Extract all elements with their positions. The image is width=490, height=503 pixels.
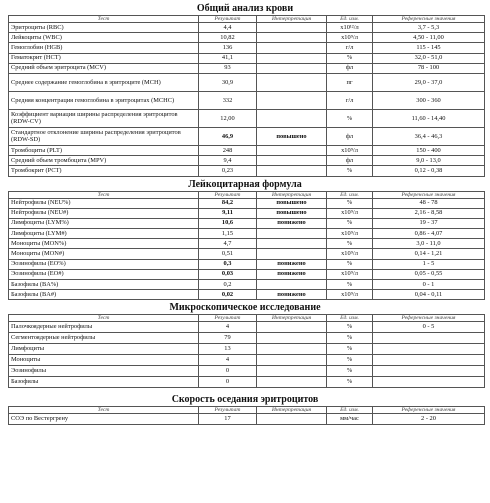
interpretation-cell xyxy=(257,63,327,73)
test-name-cell: Среднее содержание гемоглобина в эритроците (MCH) xyxy=(9,73,199,91)
col-interp: Интерпретация xyxy=(257,16,327,23)
table-row xyxy=(9,73,485,91)
unit-cell: мм/час xyxy=(327,414,373,424)
interpretation-cell xyxy=(257,414,327,424)
result-cell: 93 xyxy=(199,63,257,73)
interpretation-cell xyxy=(257,109,327,127)
table-row xyxy=(9,333,485,344)
unit-cell: x10¹²/л xyxy=(327,23,373,33)
test-name-cell: Средний объем тромбоцита (MPV) xyxy=(9,156,199,166)
reference-cell: 2 - 20 xyxy=(373,414,485,424)
result-cell: 46,9 xyxy=(199,127,257,145)
col-test: Тест xyxy=(9,16,199,23)
section-title-esr: Скорость оседания эритроцитов xyxy=(171,394,319,406)
col-test: Тест xyxy=(9,315,199,322)
unit-cell: г/л xyxy=(327,43,373,53)
interpretation-cell xyxy=(257,33,327,43)
result-cell: 0,02 xyxy=(199,290,257,300)
interpretation-cell xyxy=(257,73,327,91)
col-result: Результат xyxy=(199,191,257,198)
table-row xyxy=(9,366,485,377)
table-row xyxy=(9,344,485,355)
interpretation-cell xyxy=(257,322,327,333)
unit-cell: x10⁹/л xyxy=(327,208,373,218)
reference-cell: 115 - 145 xyxy=(373,43,485,53)
col-unit: Ед. изм. xyxy=(327,16,373,23)
col-result: Результат xyxy=(199,16,257,23)
test-name-cell: Тромбоциты (PLT) xyxy=(9,145,199,155)
result-cell: 10,6 xyxy=(199,218,257,228)
result-cell: 4,7 xyxy=(199,239,257,249)
col-interp: Интерпретация xyxy=(257,315,327,322)
interpretation-cell xyxy=(257,43,327,53)
reference-cell: 19 - 37 xyxy=(373,218,485,228)
result-cell: 4 xyxy=(199,322,257,333)
col-test: Тест xyxy=(9,191,199,198)
test-name-cell: Палочкоядерные нейтрофилы xyxy=(9,322,199,333)
test-name-cell: Сегментоядерные нейтрофилы xyxy=(9,333,199,344)
reference-cell: 0,12 - 0,38 xyxy=(373,166,485,176)
col-ref: Референсные значения xyxy=(373,315,485,322)
reference-cell: 0,05 - 0,55 xyxy=(373,269,485,279)
unit-cell: % xyxy=(327,259,373,269)
table-row xyxy=(9,414,485,424)
reference-cell: 78 - 100 xyxy=(373,63,485,73)
result-cell: 0,51 xyxy=(199,249,257,259)
interpretation-cell xyxy=(257,53,327,63)
unit-cell: % xyxy=(327,53,373,63)
interpretation-cell: понижено xyxy=(257,259,327,269)
interpretation-cell: понижено xyxy=(257,218,327,228)
reference-cell xyxy=(373,377,485,388)
col-interp: Интерпретация xyxy=(257,191,327,198)
result-cell: 4,4 xyxy=(199,23,257,33)
table-row xyxy=(9,280,485,290)
table-row xyxy=(9,355,485,366)
table-row xyxy=(9,63,485,73)
unit-cell: % xyxy=(327,239,373,249)
test-name-cell: Базофилы xyxy=(9,377,199,388)
unit-cell: % xyxy=(327,218,373,228)
reference-cell: 0,14 - 1,21 xyxy=(373,249,485,259)
reference-cell: 29,0 - 37,0 xyxy=(373,73,485,91)
table-header xyxy=(9,16,485,23)
interpretation-cell xyxy=(257,145,327,155)
interpretation-cell xyxy=(257,355,327,366)
reference-cell: 0,86 - 4,07 xyxy=(373,229,485,239)
result-cell: 0,2 xyxy=(199,280,257,290)
result-cell: 332 xyxy=(199,91,257,109)
table-row xyxy=(9,290,485,300)
interpretation-cell xyxy=(257,280,327,290)
unit-cell: пг xyxy=(327,73,373,91)
table-row xyxy=(9,218,485,228)
result-cell: 1,15 xyxy=(199,229,257,239)
reference-cell xyxy=(373,366,485,377)
result-cell: 41,1 xyxy=(199,53,257,63)
unit-cell: x10⁹/л xyxy=(327,229,373,239)
reference-cell: 2,16 - 8,58 xyxy=(373,208,485,218)
unit-cell: г/л xyxy=(327,91,373,109)
result-cell: 79 xyxy=(199,333,257,344)
reference-cell xyxy=(373,344,485,355)
unit-cell: % xyxy=(327,333,373,344)
table-row xyxy=(9,156,485,166)
result-cell: 10,82 xyxy=(199,33,257,43)
test-name-cell: Моноциты (MON#) xyxy=(9,249,199,259)
unit-cell: фл xyxy=(327,63,373,73)
col-result: Результат xyxy=(199,315,257,322)
col-unit: Ед. изм. xyxy=(327,407,373,414)
interpretation-cell xyxy=(257,344,327,355)
test-name-cell: Базофилы (BA#) xyxy=(9,290,199,300)
table-row xyxy=(9,377,485,388)
table-row xyxy=(9,53,485,63)
unit-cell: % xyxy=(327,322,373,333)
unit-cell: фл xyxy=(327,156,373,166)
unit-cell: % xyxy=(327,198,373,208)
interpretation-cell: понижено xyxy=(257,269,327,279)
table-header xyxy=(9,315,485,322)
wbc-table xyxy=(8,191,485,301)
interpretation-cell: повышено xyxy=(257,208,327,218)
test-name-cell: Эозинофилы (EO%) xyxy=(9,259,199,269)
unit-cell: x10⁹/л xyxy=(327,290,373,300)
result-cell: 17 xyxy=(199,414,257,424)
table-row xyxy=(9,322,485,333)
test-name-cell: Моноциты xyxy=(9,355,199,366)
cbc-table xyxy=(8,15,485,177)
table-row xyxy=(9,23,485,33)
reference-cell: 0,04 - 0,11 xyxy=(373,290,485,300)
result-cell: 12,00 xyxy=(199,109,257,127)
interpretation-cell xyxy=(257,377,327,388)
col-unit: Ед. изм. xyxy=(327,191,373,198)
col-unit: Ед. изм. xyxy=(327,315,373,322)
col-interp: Интерпретация xyxy=(257,407,327,414)
test-name-cell: Лимфоциты (LYM#) xyxy=(9,229,199,239)
lab-report-page xyxy=(0,3,490,503)
result-cell: 0,3 xyxy=(199,259,257,269)
test-name-cell: Эозинофилы (EO#) xyxy=(9,269,199,279)
unit-cell: % xyxy=(327,280,373,290)
unit-cell: x10⁹/л xyxy=(327,249,373,259)
result-cell: 0,23 xyxy=(199,166,257,176)
section-title-cbc: Общий анализ крови xyxy=(196,3,294,14)
interpretation-cell xyxy=(257,91,327,109)
esr-table xyxy=(8,406,485,424)
reference-cell: 3,7 - 5,3 xyxy=(373,23,485,33)
test-name-cell: Нейтрофилы (NEU#) xyxy=(9,208,199,218)
table-header xyxy=(9,407,485,414)
test-name-cell: Коэффициент вариации ширины распределения эритроцитов (RDW-CV) xyxy=(9,109,199,127)
test-name-cell: Тромбокрит (PCT) xyxy=(9,166,199,176)
unit-cell: фл xyxy=(327,127,373,145)
table-row xyxy=(9,229,485,239)
reference-cell: 150 - 400 xyxy=(373,145,485,155)
interpretation-cell xyxy=(257,156,327,166)
unit-cell: % xyxy=(327,366,373,377)
interpretation-cell xyxy=(257,333,327,344)
test-name-cell: Эозинофилы xyxy=(9,366,199,377)
table-row xyxy=(9,239,485,249)
table-row xyxy=(9,127,485,145)
reference-cell: 32,0 - 51,0 xyxy=(373,53,485,63)
result-cell: 4 xyxy=(199,355,257,366)
table-row xyxy=(9,145,485,155)
test-name-cell: Гематокрит (HCT) xyxy=(9,53,199,63)
table-row xyxy=(9,91,485,109)
result-cell: 9,4 xyxy=(199,156,257,166)
result-cell: 9,11 xyxy=(199,208,257,218)
test-name-cell: Средняя концентрация гемоглобина в эритроцитах (MCHC) xyxy=(9,91,199,109)
table-row xyxy=(9,259,485,269)
col-ref: Референсные значения xyxy=(373,191,485,198)
section-title-wbc: Лейкоцитарная формула xyxy=(188,178,302,190)
interpretation-cell xyxy=(257,229,327,239)
test-name-cell: Гемоглобин (HGB) xyxy=(9,43,199,53)
result-cell: 30,9 xyxy=(199,73,257,91)
reference-cell: 48 - 78 xyxy=(373,198,485,208)
test-name-cell: Моноциты (MON%) xyxy=(9,239,199,249)
reference-cell: 1 - 5 xyxy=(373,259,485,269)
interpretation-cell xyxy=(257,166,327,176)
table-row xyxy=(9,198,485,208)
unit-cell: x10⁹/л xyxy=(327,33,373,43)
table-row xyxy=(9,109,485,127)
interpretation-cell xyxy=(257,366,327,377)
unit-cell: x10⁹/л xyxy=(327,145,373,155)
col-ref: Референсные значения xyxy=(373,407,485,414)
result-cell: 0 xyxy=(199,377,257,388)
unit-cell: % xyxy=(327,377,373,388)
reference-cell xyxy=(373,333,485,344)
col-ref: Референсные значения xyxy=(373,16,485,23)
reference-cell: 0 - 5 xyxy=(373,322,485,333)
section-title-micro: Микроскопическое исследование xyxy=(169,302,321,314)
table-row xyxy=(9,33,485,43)
col-test: Тест xyxy=(9,407,199,414)
test-name-cell: Эритроциты (RBC) xyxy=(9,23,199,33)
test-name-cell: Лимфоциты xyxy=(9,344,199,355)
reference-cell: 0 - 1 xyxy=(373,280,485,290)
reference-cell: 300 - 360 xyxy=(373,91,485,109)
interpretation-cell xyxy=(257,249,327,259)
test-name-cell: Средний объем эритроцита (MCV) xyxy=(9,63,199,73)
result-cell: 13 xyxy=(199,344,257,355)
micro-table xyxy=(8,314,485,388)
test-name-cell: Базофилы (BA%) xyxy=(9,280,199,290)
interpretation-cell xyxy=(257,239,327,249)
test-name-cell: Лейкоциты (WBC) xyxy=(9,33,199,43)
result-cell: 0 xyxy=(199,366,257,377)
table-row xyxy=(9,43,485,53)
unit-cell: % xyxy=(327,109,373,127)
unit-cell: x10⁹/л xyxy=(327,269,373,279)
interpretation-cell: повышено xyxy=(257,127,327,145)
reference-cell: 9,0 - 13,0 xyxy=(373,156,485,166)
result-cell: 136 xyxy=(199,43,257,53)
result-cell: 0,03 xyxy=(199,269,257,279)
result-cell: 84,2 xyxy=(199,198,257,208)
table-row xyxy=(9,269,485,279)
test-name-cell: Лимфоциты (LYM%) xyxy=(9,218,199,228)
reference-cell: 3,0 - 11,0 xyxy=(373,239,485,249)
unit-cell: % xyxy=(327,355,373,366)
reference-cell: 4,50 - 11,00 xyxy=(373,33,485,43)
table-header xyxy=(9,191,485,198)
interpretation-cell: повышено xyxy=(257,198,327,208)
unit-cell: % xyxy=(327,344,373,355)
reference-cell: 36,4 - 46,3 xyxy=(373,127,485,145)
table-row xyxy=(9,166,485,176)
result-cell: 248 xyxy=(199,145,257,155)
table-row xyxy=(9,249,485,259)
test-name-cell: Стандартное отклонение ширины распределения эритроцитов (RDW-SD) xyxy=(9,127,199,145)
test-name-cell: Нейтрофилы (NEU%) xyxy=(9,198,199,208)
interpretation-cell: понижено xyxy=(257,290,327,300)
interpretation-cell xyxy=(257,23,327,33)
reference-cell: 11,60 - 14,40 xyxy=(373,109,485,127)
reference-cell xyxy=(373,355,485,366)
test-name-cell: СОЭ по Вестергрену xyxy=(9,414,199,424)
table-row xyxy=(9,208,485,218)
col-result: Результат xyxy=(199,407,257,414)
unit-cell: % xyxy=(327,166,373,176)
